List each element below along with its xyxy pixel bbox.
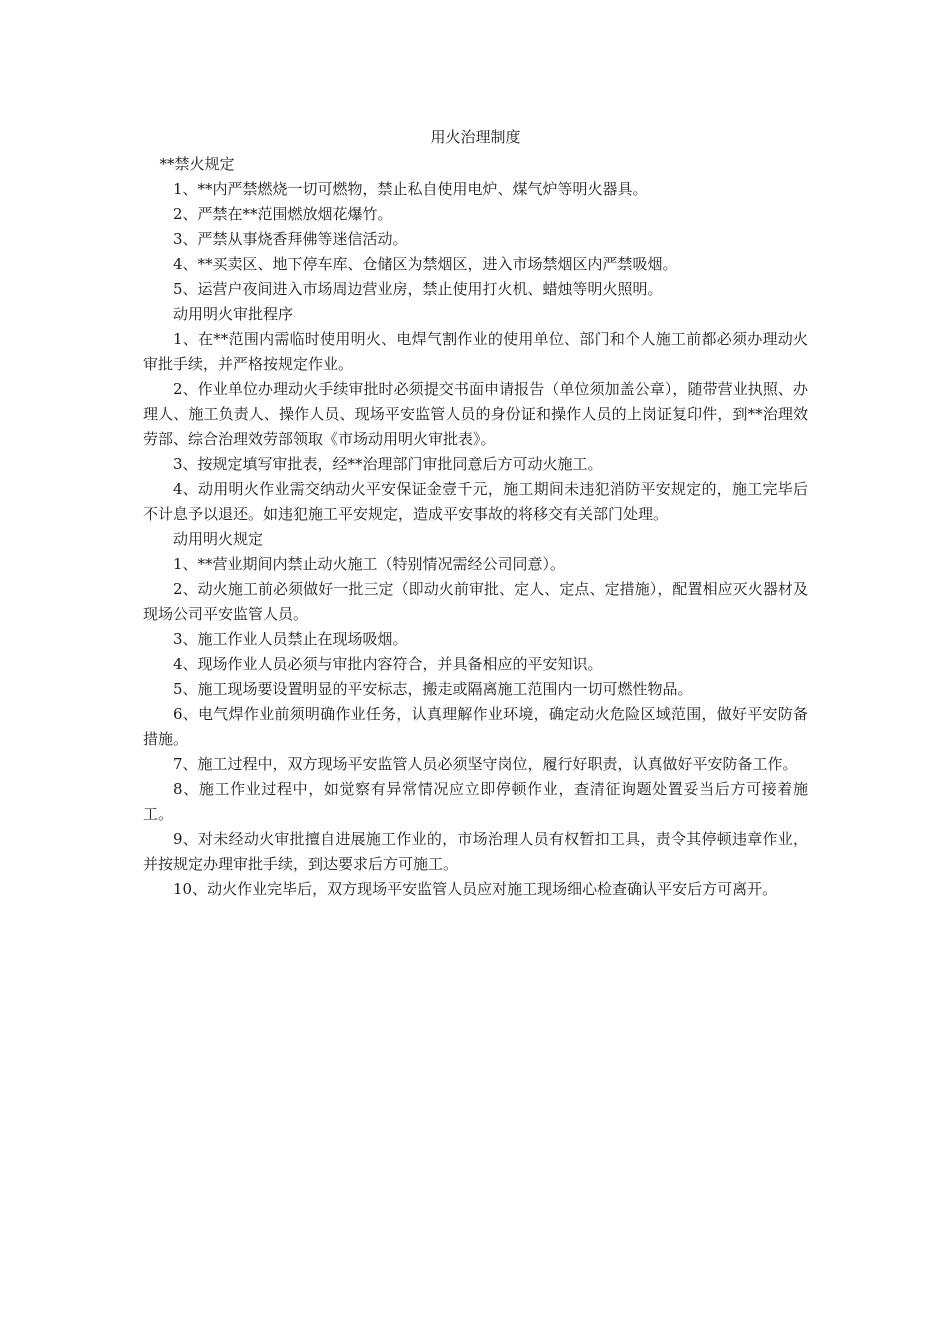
paragraph: 2、严禁在**范围燃放烟花爆竹。 xyxy=(173,205,393,223)
paragraph: 4、**买卖区、地下停车库、仓储区为禁烟区，进入市场禁烟区内严禁吸烟。 xyxy=(173,255,678,273)
paragraph: 10、动火作业完毕后，双方现场平安监管人员应对施工现场细心检查确认平安后方可离开。 xyxy=(173,880,778,898)
paragraph: 3、施工作业人员禁止在现场吸烟。 xyxy=(173,630,408,648)
paragraph: 6、电气焊作业前须明确作业任务，认真理解作业环境，确定动火危险区域范围，做好平安防备措施。 xyxy=(143,705,808,748)
document-title: 用火治理制度 xyxy=(430,128,521,146)
paragraph: 2、作业单位办理动火手续审批时必须提交书面申请报告（单位须加盖公章），随带营业执照、办理人、施工负责人、操作人员、现场平安监管人员的身份证和操作人员的上岗证复印件，到**治理效劳部、综合治理效劳部领取《市场动用明火审批表》。 xyxy=(143,380,808,448)
paragraph: 3、按规定填写审批表，经**治理部门审批同意后方可动火施工。 xyxy=(173,455,603,473)
paragraph: 2、动火施工前必须做好一批三定（即动火前审批、定人、定点、定措施），配置相应灭火器材及现场公司平安监管人员。 xyxy=(143,580,808,623)
document-page xyxy=(143,122,808,902)
section-heading: 动用明火审批程序 xyxy=(173,305,294,323)
section-heading: **禁火规定 xyxy=(159,155,235,173)
paragraph: 1、**营业期间内禁止动火施工（特别情况需经公司同意）。 xyxy=(173,555,566,573)
paragraph: 1、**内严禁燃烧一切可燃物，禁止私自使用电炉、煤气炉等明火器具。 xyxy=(173,180,648,198)
paragraph: 8、施工作业过程中，如觉察有异常情况应立即停顿作业，查清征询题处置妥当后方可接着施工。 xyxy=(143,780,808,823)
paragraph: 3、严禁从事烧香拜佛等迷信活动。 xyxy=(173,230,408,248)
paragraph: 5、施工现场要设置明显的平安标志，搬走或隔离施工范围内一切可燃性物品。 xyxy=(173,680,693,698)
section-heading: 动用明火规定 xyxy=(173,530,264,548)
paragraph: 7、施工过程中，双方现场平安监管人员必须坚守岗位，履行好职责，认真做好平安防备工作。 xyxy=(173,755,798,773)
paragraph: 1、在**范围内需临时使用明火、电焊气割作业的使用单位、部门和个人施工前都必须办理动火审批手续，并严格按规定作业。 xyxy=(143,330,808,373)
paragraph: 4、现场作业人员必须与审批内容符合，并具备相应的平安知识。 xyxy=(173,655,603,673)
paragraph: 9、对未经动火审批擅自进展施工作业的，市场治理人员有权暂扣工具，责令其停顿违章作业，并按规定办理审批手续，到达要求后方可施工。 xyxy=(143,830,808,873)
paragraph: 5、运营户夜间进入市场周边营业房，禁止使用打火机、蜡烛等明火照明。 xyxy=(173,280,663,298)
paragraph: 4、动用明火作业需交纳动火平安保证金壹千元，施工期间未违犯消防平安规定的，施工完毕后不计息予以退还。如违犯施工平安规定，造成平安事故的将移交有关部门处理。 xyxy=(143,480,808,523)
